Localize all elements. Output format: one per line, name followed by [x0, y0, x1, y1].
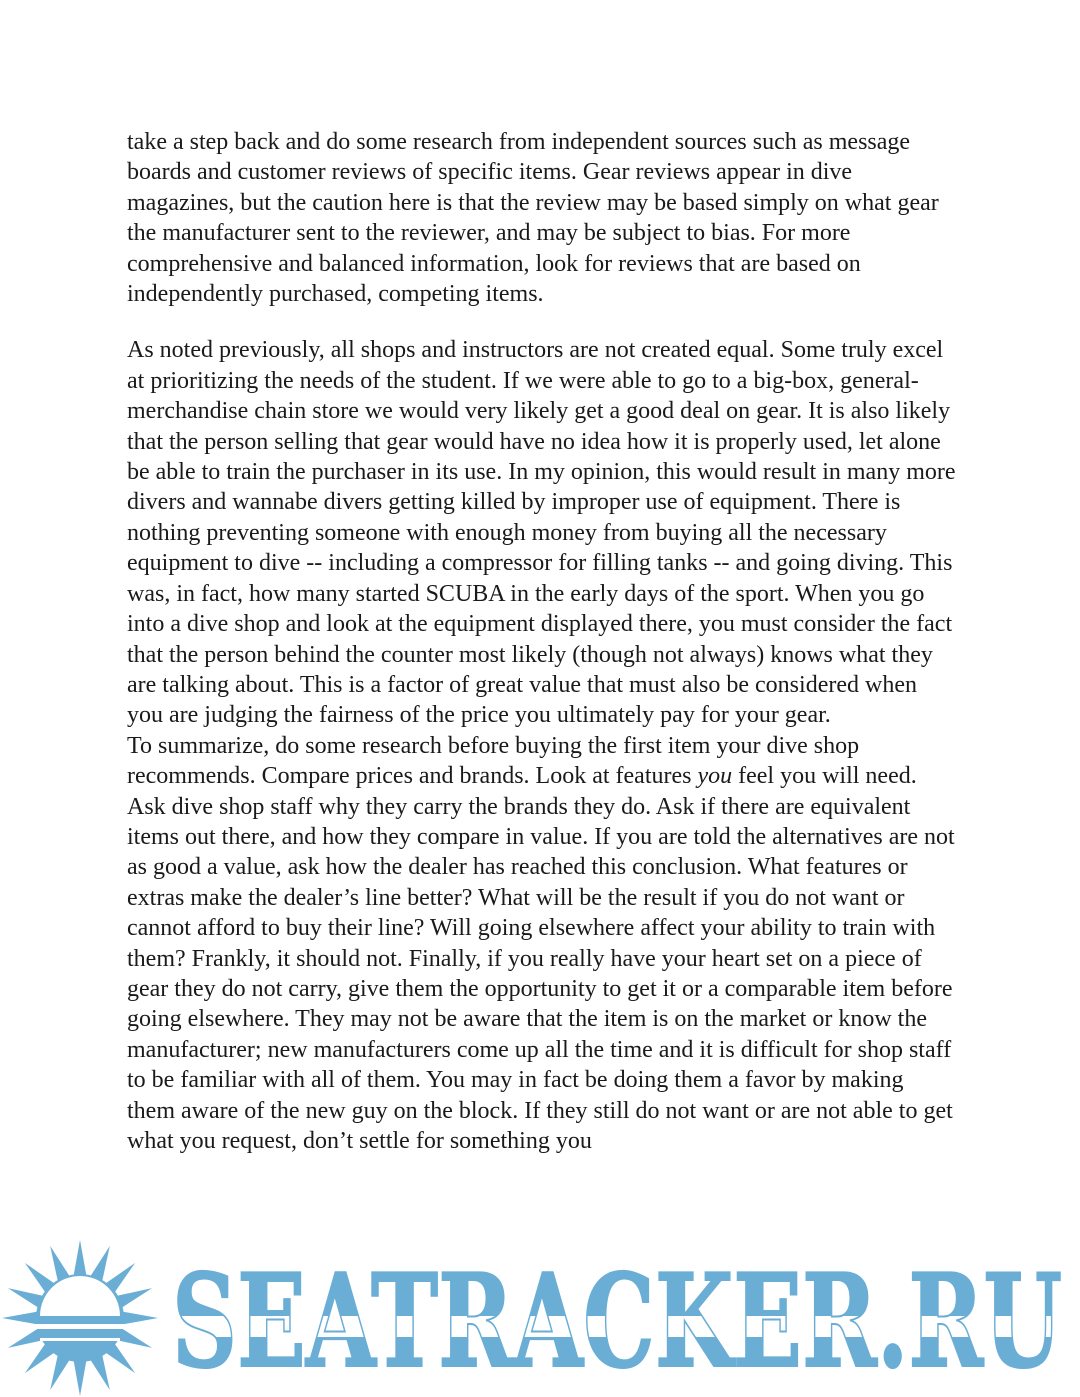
sun-icon [2, 1240, 158, 1396]
paragraph-summary [127, 731, 957, 1157]
paragraph-shops: As noted previously, all shops and instructors are not created equal. Some truly excel at prioritizing the needs of the student. If we were able to go to a big-box, general-merchandise chain store we would very likely get a good deal on gear. It is also likely that the person selling that gear would have no idea how it is properly used, let alone be able to train the purchaser in its use. In my opinion, this would result in many more divers and wannabe divers getting killed by improper use of equipment. There is nothing preventing someone with enough money from buying all the necessary equipment to dive -- including a compressor for filling tanks -- and going diving. This was, in fact, how many started SCUBA in the early days of the sport. When you go into a dive shop and look at the equipment displayed there, you must consider the fact that the person behind the counter most likely (though not always) knows what they are talking about. This is a factor of great value that must also be considered when you are judging the fairness of the price you ultimately pay for your gear. [127, 337, 956, 729]
watermark-text: SEATRACKER.RU [172, 1247, 1062, 1397]
paragraph-research: take a step back and do some research from independent sources such as message boards and customer reviews of specific items. Gear reviews appear in dive magazines, but the caution here is that the review may be based simply on what gear the manufacturer sent to the reviewer, and may be subject to bias. For more comprehensive and balanced information, look for reviews that are based on independently purchased, competing items. [127, 129, 939, 308]
summary-text-end: feel you will need. Ask dive shop staff why they carry the brands they do. Ask if there are equivalent items out there, and how they compare in value. If you are told the alternatives are not as good a value, ask how the dealer has reached this conclusion. What features or extras make the dealer’s line better? What will be the result if you do not want or cannot afford to buy their line? Will going elsewhere affect your ability to train with them? Frankly, it should not. Finally, if you really have your heart set on a piece of gear they do not carry, give them the opportunity to get it or a comparable item before going elsewhere. They may not be aware that the item is on the market or know the manufacturer; new manufacturers come up all the time and it is difficult for shop staff to be familiar with all of them. You may in fact be doing them a favor by making them aware of the new guy on the block. If they still do not want or are not able to get what you request, don’t settle for something you [127, 763, 955, 1154]
watermark-banner [0, 1238, 1080, 1397]
summary-emphasis: you [697, 763, 733, 790]
document-body [127, 127, 957, 1156]
summary-text-start: To summarize, do some research before buying the first item your dive shop recommends. Compare prices and brands. Look at features [127, 732, 860, 790]
